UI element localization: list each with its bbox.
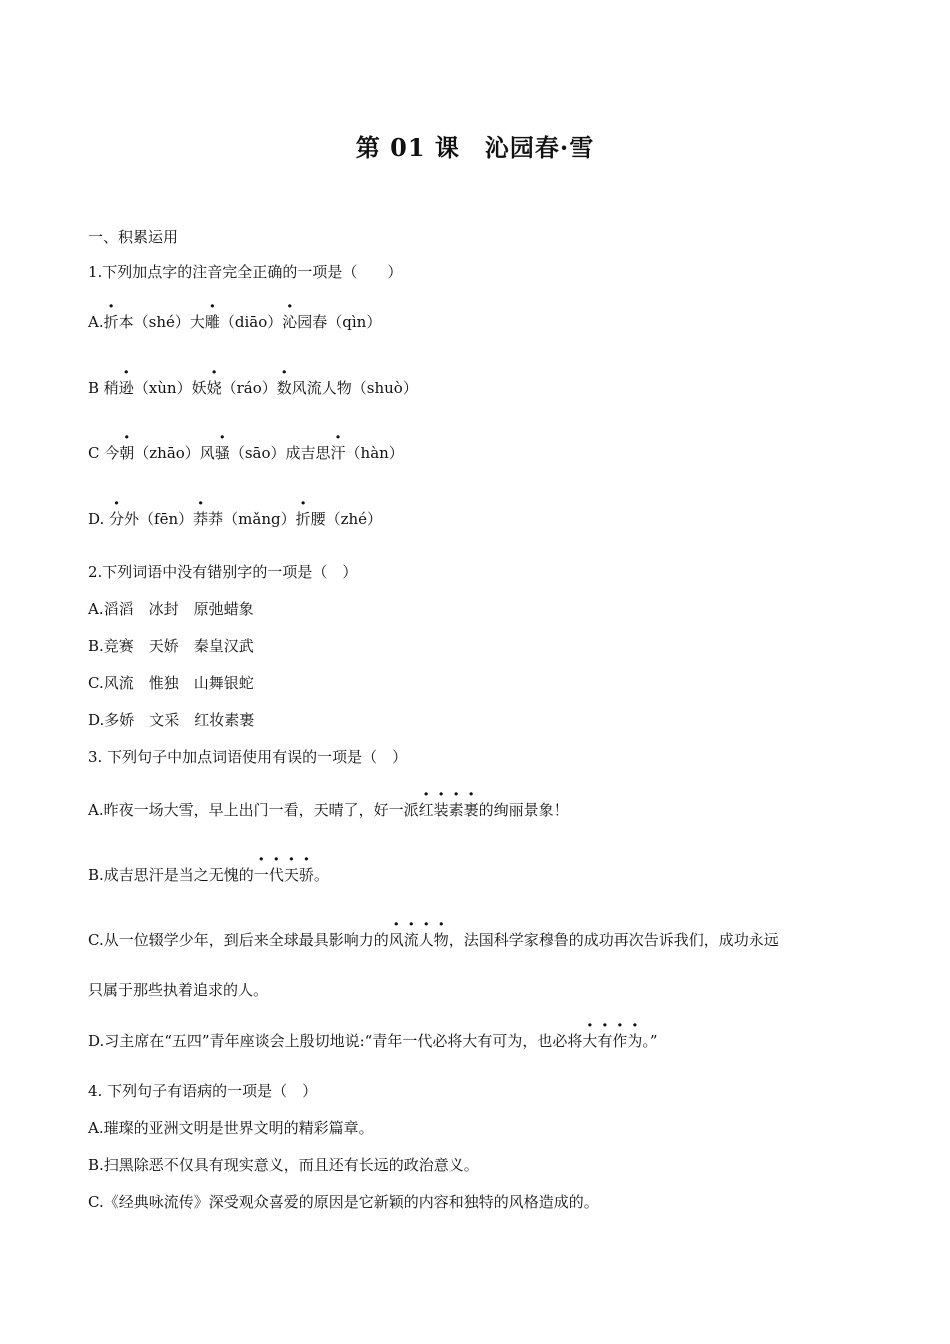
q4-option-c: C.《经典咏流传》深受观众喜爱的原因是它新颖的内容和独特的风格造成的。	[88, 1193, 599, 1211]
dotted-char: 沁	[282, 313, 298, 331]
dotted-char: 素	[448, 801, 464, 819]
q1-stem: 1.下列加点字的注音完全正确的一项是（ ）	[88, 263, 403, 281]
dotted-phrase	[419, 801, 479, 819]
dotted-char: 骄	[298, 866, 314, 884]
q1-option-b: B 稍逊（xùn）妖娆（ráo）数风流人物（shuò）	[88, 379, 418, 397]
dotted-char: 折	[295, 510, 311, 528]
dotted-phrase	[582, 1032, 642, 1050]
dotted-char: 朝	[119, 444, 135, 462]
dotted-char: 逊	[118, 379, 134, 397]
dotted-char: 天	[283, 866, 299, 884]
q2-stem: 2.下列词语中没有错别字的一项是（ ）	[88, 563, 358, 581]
q2-option-a: A.滔滔 冰封 原弛蜡象	[88, 600, 254, 618]
q3-option-d: D.习主席在“五四”青年座谈会上殷切地说:“青年一代必将大有可为，也必将大有作为。”	[88, 1032, 658, 1050]
dotted-char: 代	[268, 866, 284, 884]
dotted-char: 雕	[204, 313, 220, 331]
dotted-char: 分	[109, 510, 125, 528]
dotted-char: 大	[582, 1032, 598, 1050]
page-title: 第 01 课 沁园春·雪	[355, 133, 595, 162]
q4-stem: 4. 下列句子有语病的一项是（ ）	[88, 1082, 318, 1100]
dotted-char: 有	[597, 1032, 613, 1050]
q3-option-c-continued: 只属于那些执着追求的人。	[88, 981, 269, 999]
dotted-char: 作	[612, 1032, 628, 1050]
dotted-char: 装	[433, 801, 449, 819]
dotted-char: 一	[253, 866, 269, 884]
q4-option-a: A.璀璨的亚洲文明是世界文明的精彩篇章。	[88, 1119, 374, 1137]
dotted-char: 骚	[214, 444, 230, 462]
dotted-char: 裹	[463, 801, 479, 819]
dotted-char: 流	[403, 931, 419, 949]
dotted-phrase	[254, 866, 314, 884]
q1-option-d: D. 分外（fēn）莽莽（mǎng）折腰（zhé）	[88, 510, 383, 528]
dotted-char: 为	[627, 1032, 643, 1050]
dotted-char: 人	[418, 931, 434, 949]
dotted-char: 莽	[193, 510, 209, 528]
q3-stem: 3. 下列句子中加点词语使用有误的一项是（ ）	[88, 748, 408, 766]
q2-option-b: B.竞赛 天娇 秦皇汉武	[88, 637, 254, 655]
q1-option-c: C 今朝（zhāo）风骚（sāo）成吉思汗（hàn）	[88, 444, 404, 462]
q4-option-b: B.扫黑除恶不仅具有现实意义，而且还有长远的政治意义。	[88, 1156, 479, 1174]
dotted-char: 风	[388, 931, 404, 949]
q2-option-c: C.风流 惟独 山舞银蛇	[88, 674, 254, 692]
section-heading: 一、积累运用	[88, 228, 179, 246]
dotted-char: 红	[418, 801, 434, 819]
dotted-char: 数	[276, 379, 292, 397]
q3-option-a: A.昨夜一场大雪，早上出门一看，天晴了，好一派红装素裹的绚丽景象！	[88, 801, 569, 819]
dotted-char: 娆	[206, 379, 222, 397]
q2-option-d: D.多娇 文采 红妆素裹	[88, 711, 255, 729]
dotted-char: 折	[103, 313, 119, 331]
dotted-char: 汗	[330, 444, 346, 462]
q3-option-b: B.成吉思汗是当之无愧的一代天骄。	[88, 866, 329, 884]
dotted-phrase	[389, 931, 449, 949]
q1-option-a: A.折本（shé）大雕（diāo）沁园春（qìn）	[88, 313, 382, 331]
q3-option-c: C.从一位辍学少年，到后来全球最具影响力的风流人物，法国科学家穆鲁的成功再次告诉我们，成功永远	[88, 931, 779, 949]
dotted-char: 物	[433, 931, 449, 949]
